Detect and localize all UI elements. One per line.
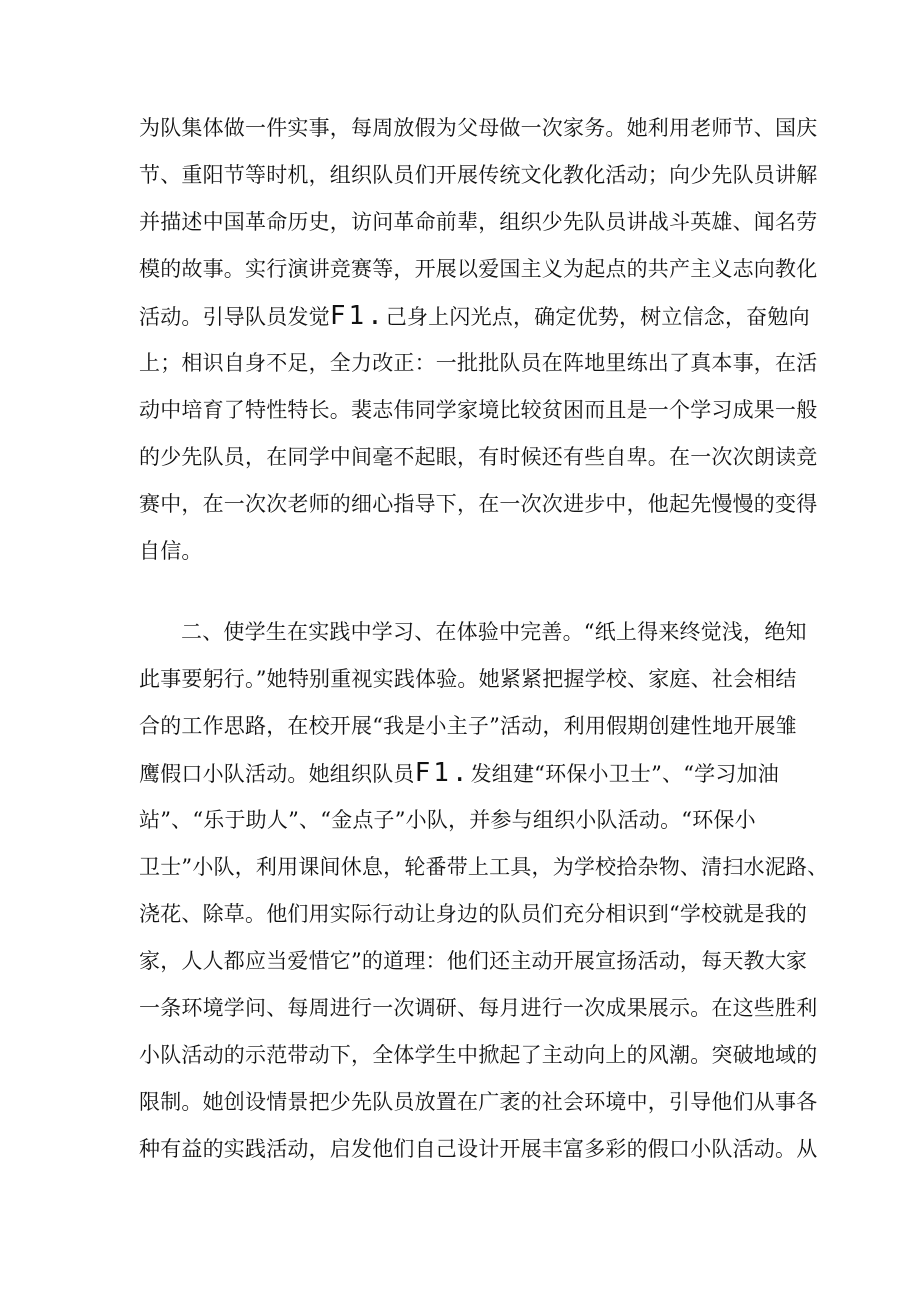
paragraph-1-line-6: 上；相识自身不足，全力改正：一批批队员在阵地里练出了真本事，在活 <box>139 351 818 375</box>
paragraph-2-line-7: 浇花、除草。他们用实际行动让身边的队员们充分相识到“学校就是我的 <box>139 902 808 926</box>
paragraph-1-line-3: 并描述中国革命历史，访问革命前辈，组织少先队员讲战斗英雄、闻名劳 <box>139 210 818 234</box>
paragraph-2-line-6: 卫士”小队，利用课间休息，轮番带上工具，为学校拾杂物、清扫水泥路、 <box>139 855 829 879</box>
paragraph-1-line-2: 节、重阳节等时机，组织队员们开展传统文化教化活动；向少先队员讲解 <box>139 163 818 187</box>
paragraph-2-line-8: 家，人人都应当爱惜它”的道理：他们还主动开展宣扬活动，每天教大家 <box>139 949 808 973</box>
paragraph-1-line-4: 模的故事。实行演讲竞赛等，开展以爱国主义为起点的共产主义志向教化 <box>139 257 818 281</box>
paragraph-1-line-1: 为队集体做一件实事，每周放假为父母做一次家务。她利用老师节、国庆 <box>139 116 818 140</box>
paragraph-1-line-5 <box>139 301 810 332</box>
line-text-before: 鹰假口小队活动。她组织队员 <box>139 762 415 786</box>
line-text-after: 己身上闪光点，确定优势，树立信念，奋勉向 <box>385 305 810 329</box>
paragraph-1-line-9: 赛中，在一次次老师的细心指导下，在一次次进步中，他起先慢慢的变得 <box>139 492 818 516</box>
paragraph-2-line-5: 站”、“乐于助人”、“金点子”小队，并参与组织小队活动。“环保小 <box>139 808 756 832</box>
paragraph-2-line-10: 小队活动的示范带动下，全体学生中掀起了主动向上的风潮。突破地域的 <box>139 1043 818 1067</box>
paragraph-2-line-9: 一条环境学问、每周进行一次调研、每月进行一次成果展示。在这些胜利 <box>139 996 818 1020</box>
paragraph-2-line-2: 此事要躬行。”她特别重视实践体验。她紧紧把握学校、家庭、社会相结 <box>139 667 797 691</box>
paragraph-2-line-11: 限制。她创设情景把少先队员放置在广袤的社会环境中，引导他们从事各 <box>139 1090 818 1114</box>
line-text-after: 发组建“环保小卫士”、“学习加油 <box>470 762 779 786</box>
line-text-before: 活动。引导队员发觉 <box>139 305 330 329</box>
paragraph-1-line-7: 动中培育了特性特长。裴志伟同学家境比较贫困而且是一个学习成果一般 <box>139 398 818 422</box>
paragraph-2-line-1: 二、使学生在实践中学习、在体验中完善。“纸上得来终觉浅，绝知 <box>181 620 807 644</box>
paragraph-2-line-3: 合的工作思路，在校开展“我是小主子”活动，利用假期创建性地开展雏 <box>139 714 797 738</box>
paragraph-1-line-8: 的少先队员，在同学中间毫不起眼，有时候还有些自卑。在一次次朗读竞 <box>139 445 818 469</box>
paragraph-2-line-12: 种有益的实践活动，启发他们自己设计开展丰富多彩的假口小队活动。从 <box>139 1137 818 1161</box>
garbled-glyph: F1. <box>414 758 471 788</box>
paragraph-1-line-10: 自信。 <box>139 539 203 563</box>
garbled-glyph: F1. <box>329 301 386 331</box>
paragraph-2-line-4 <box>139 758 779 789</box>
